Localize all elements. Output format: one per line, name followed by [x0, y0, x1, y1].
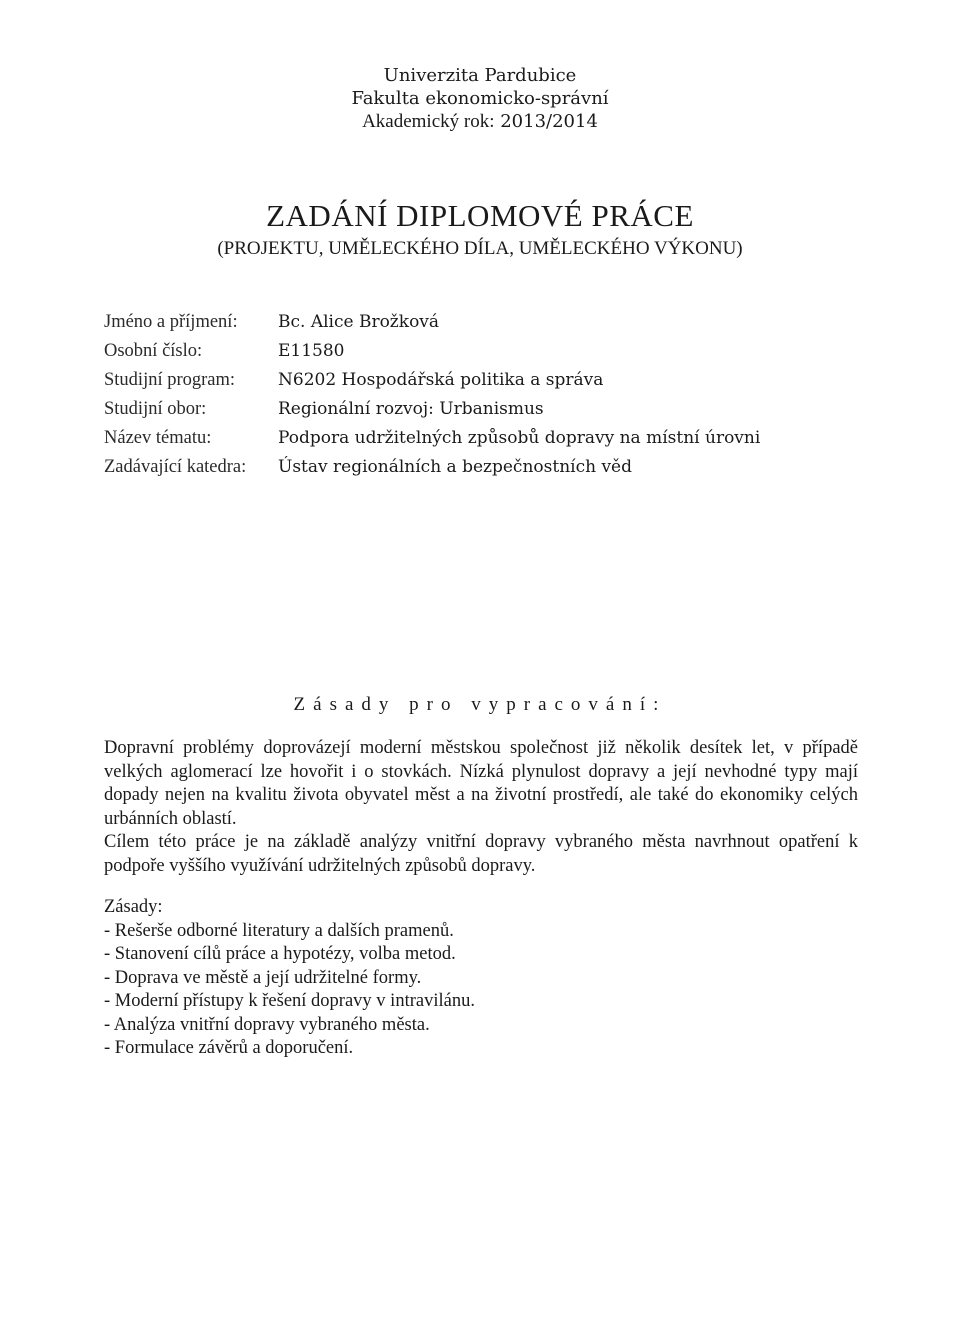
list-item: - Moderní přístupy k řešení dopravy v intravilánu. — [104, 991, 475, 1011]
info-row-name — [104, 312, 864, 341]
academic-year-value: 2013/2014 — [500, 111, 598, 132]
info-value: Regionální rozvoj: Urbanismus — [278, 399, 544, 419]
info-label: Studijní obor: — [104, 399, 207, 419]
list-item: - Formulace závěrů a doporučení. — [104, 1038, 354, 1058]
paragraph: Cílem této práce je na základě analýzy vnitřní dopravy vybraného města navrhnout opatření k podpoře vyššího využívání udržitelných způsobů dopravy. — [104, 832, 858, 876]
info-label: Název tématu: — [104, 428, 212, 448]
info-row-department — [104, 457, 864, 486]
list-item: - Analýza vnitřní dopravy vybraného města. — [104, 1014, 430, 1035]
list-item: - Rešerše odborné literatury a dalších pramenů. — [104, 920, 454, 941]
info-value: N6202 Hospodářská politika a správa — [278, 370, 604, 390]
body-text — [104, 737, 858, 878]
info-row-personal-number — [104, 341, 864, 370]
academic-year — [0, 110, 960, 133]
principles-heading: Zásady: — [104, 897, 163, 917]
section-heading: Zásady pro vypracování: — [293, 694, 667, 715]
info-label: Studijní program: — [104, 370, 236, 390]
info-row-topic — [104, 428, 864, 457]
principles-list-section — [104, 896, 858, 1061]
principles-list — [104, 920, 858, 1061]
info-label: Osobní číslo: — [104, 341, 203, 361]
university-name: Univerzita Pardubice — [383, 65, 577, 86]
info-row-field-of-study — [104, 399, 864, 428]
document-header — [0, 64, 960, 133]
info-value: Ústav regionálních a bezpečnostních věd — [278, 457, 632, 477]
info-label: Jméno a příjmení: — [104, 312, 238, 332]
list-item: - Doprava ve městě a její udržitelné formy. — [104, 967, 422, 988]
info-row-study-program — [104, 370, 864, 399]
list-item: - Stanovení cílů práce a hypotézy, volba metod. — [104, 944, 456, 964]
document-subtitle: (PROJEKTU, UMĚLECKÉHO DÍLA, UMĚLECKÉHO VÝKONU) — [217, 238, 743, 259]
student-info-table — [104, 312, 864, 486]
academic-year-label: Akademický rok: — [362, 111, 495, 132]
info-label: Zadávající katedra: — [104, 457, 247, 477]
faculty-name: Fakulta ekonomicko-správní — [351, 88, 609, 109]
info-value: Podpora udržitelných způsobů dopravy na místní úrovni — [278, 428, 761, 448]
paragraph: Dopravní problémy doprovázejí moderní městskou společnost již několik desítek let, v případě velkých aglomerací lze hovořit i o stovkách. Nízká plynulost dopravy a její nevhodné typy mají dopady nejen na kvalitu života obyvatel měst a na životní prostředí, ale také do ekonomiky celých urbánních oblastí. — [104, 738, 858, 829]
info-value: E11580 — [278, 341, 345, 361]
document-title: ZADÁNÍ DIPLOMOVÉ PRÁCE — [266, 198, 694, 233]
info-value: Bc. Alice Brožková — [278, 312, 440, 332]
